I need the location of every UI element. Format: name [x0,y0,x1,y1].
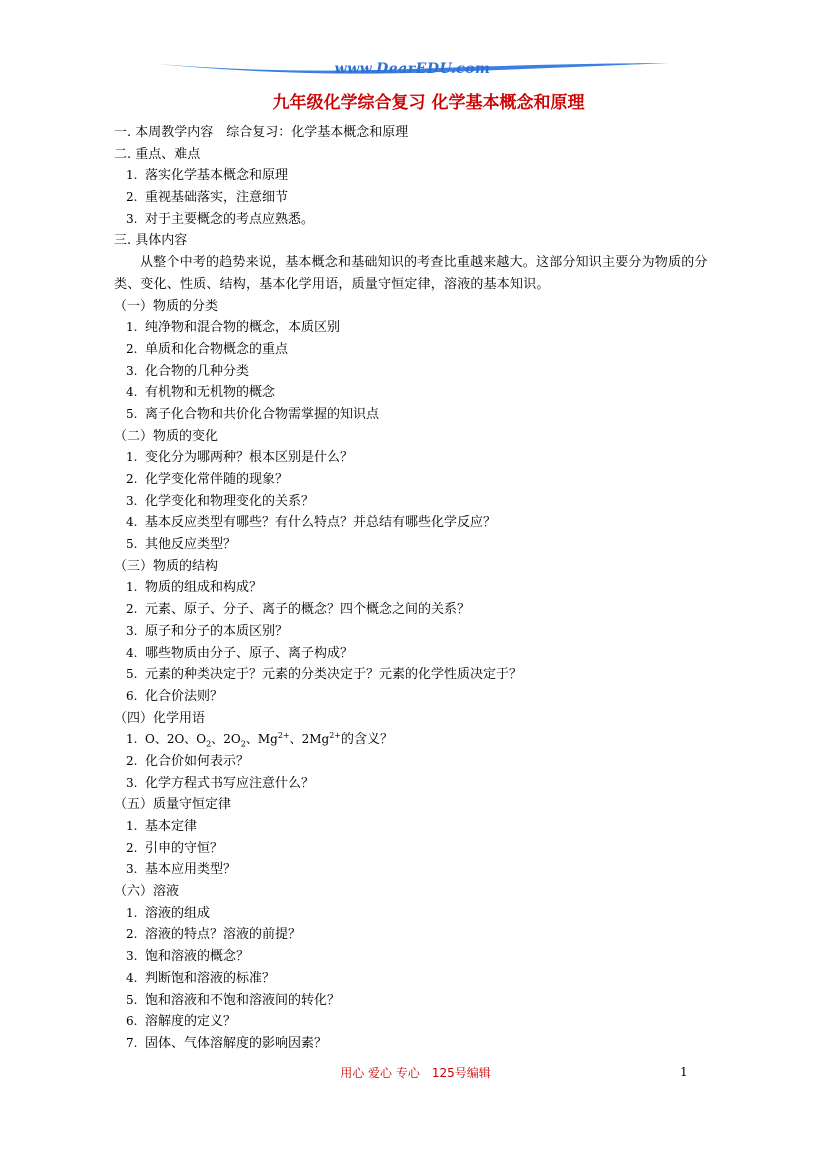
list-item: 4. 有机物和无机物的概念 [126,385,276,401]
list-item: 5. 离子化合物和共价化合物需掌握的知识点 [126,406,380,422]
list-item: 2. 引申的守恒？ [126,840,224,856]
list-item: 2. 溶液的特点？溶液的前提？ [126,927,302,943]
group-heading: （三）物质的结构 [114,558,219,574]
list-item: 2. 化学变化常伴随的现象？ [126,472,289,488]
list-item: 3. 化合物的几种分类 [126,363,250,379]
list-item: 3. 原子和分子的本质区别？ [126,623,289,639]
list-item: 1. 纯净物和混合物的概念，本质区别 [126,320,341,336]
list-item: 3. 基本应用类型？ [126,862,237,878]
list-item: 1. 物质的组成和构成？ [126,580,263,596]
list-item: 4. 哪些物质由分子、原子、离子构成？ [126,645,354,661]
list-item: 1. 变化分为哪两种？根本区别是什么？ [126,450,354,466]
list-item: 7. 固体、气体溶解度的影响因素？ [126,1035,328,1051]
list-item: 2. 单质和化合物概念的重点 [126,341,289,357]
list-item: 5. 饱和溶液和不饱和溶液间的转化？ [126,992,341,1008]
list-item: 6. 化合价法则？ [126,688,224,704]
list-item-formula: 1. O、2O、$O_2$、$2O_2$、$Mg^{2+}$、$2Mg^{2+}$的含义？ [126,731,394,749]
section-heading: 二. 重点、难点 [114,146,201,162]
list-item: 4. 判断饱和溶液的标准？ [126,970,276,986]
banner-url[interactable]: www.DearEDU.com [334,61,491,77]
list-item: 5. 元素的种类决定于？元素的分类决定于？元素的化学性质决定于？ [126,667,523,683]
intro-paragraph: 从整个中考的趋势来说，基本概念和基础知识的考查比重越来越大。这部分知识主要分为物质的分类、变化、性质、结构，基本化学用语，质量守恒定律，溶液的基本知识。 [114,255,708,292]
footer-text: 用心 爱心 专心 125号编辑 [340,1066,491,1080]
group-heading: （二）物质的变化 [114,428,219,444]
document-body [114,122,724,1055]
group-heading: （五）质量守恒定律 [114,797,232,813]
list-item: 2. 化合价如何表示？ [126,753,250,769]
list-item: 4. 基本反应类型有哪些？有什么特点？并总结有哪些化学反应？ [126,515,497,531]
page-title: 九年级化学综合复习 化学基本概念和原理 [272,93,585,113]
list-item: 2. 元素、原子、分子、离子的概念？四个概念之间的关系？ [126,602,471,618]
group-heading: （四）化学用语 [114,710,206,726]
list-item: 5. 其他反应类型？ [126,537,237,553]
list-item: 1. 溶液的组成 [126,905,211,921]
list-item: 2. 重视基础落实，注意细节 [126,190,289,206]
list-item: 1. 落实化学基本概念和原理 [126,168,289,184]
list-item: 6. 溶解度的定义？ [126,1014,237,1030]
list-item: 1. 基本定律 [126,819,198,835]
list-item: 3. 饱和溶液的概念？ [126,949,250,965]
group-heading: （六）溶液 [114,884,180,900]
list-item: 3. 化学变化和物理变化的关系？ [126,493,315,509]
group-heading: （一）物质的分类 [114,298,219,314]
list-item: 3. 化学方程式书写应注意什么？ [126,775,315,791]
page-number: 1 [680,1065,688,1079]
site-banner [155,60,670,80]
section-heading: 三. 具体内容 [114,233,188,249]
section-heading: 一. 本周教学内容 综合复习：化学基本概念和原理 [114,125,409,140]
list-item: 3. 对于主要概念的考点应熟悉。 [126,211,315,227]
